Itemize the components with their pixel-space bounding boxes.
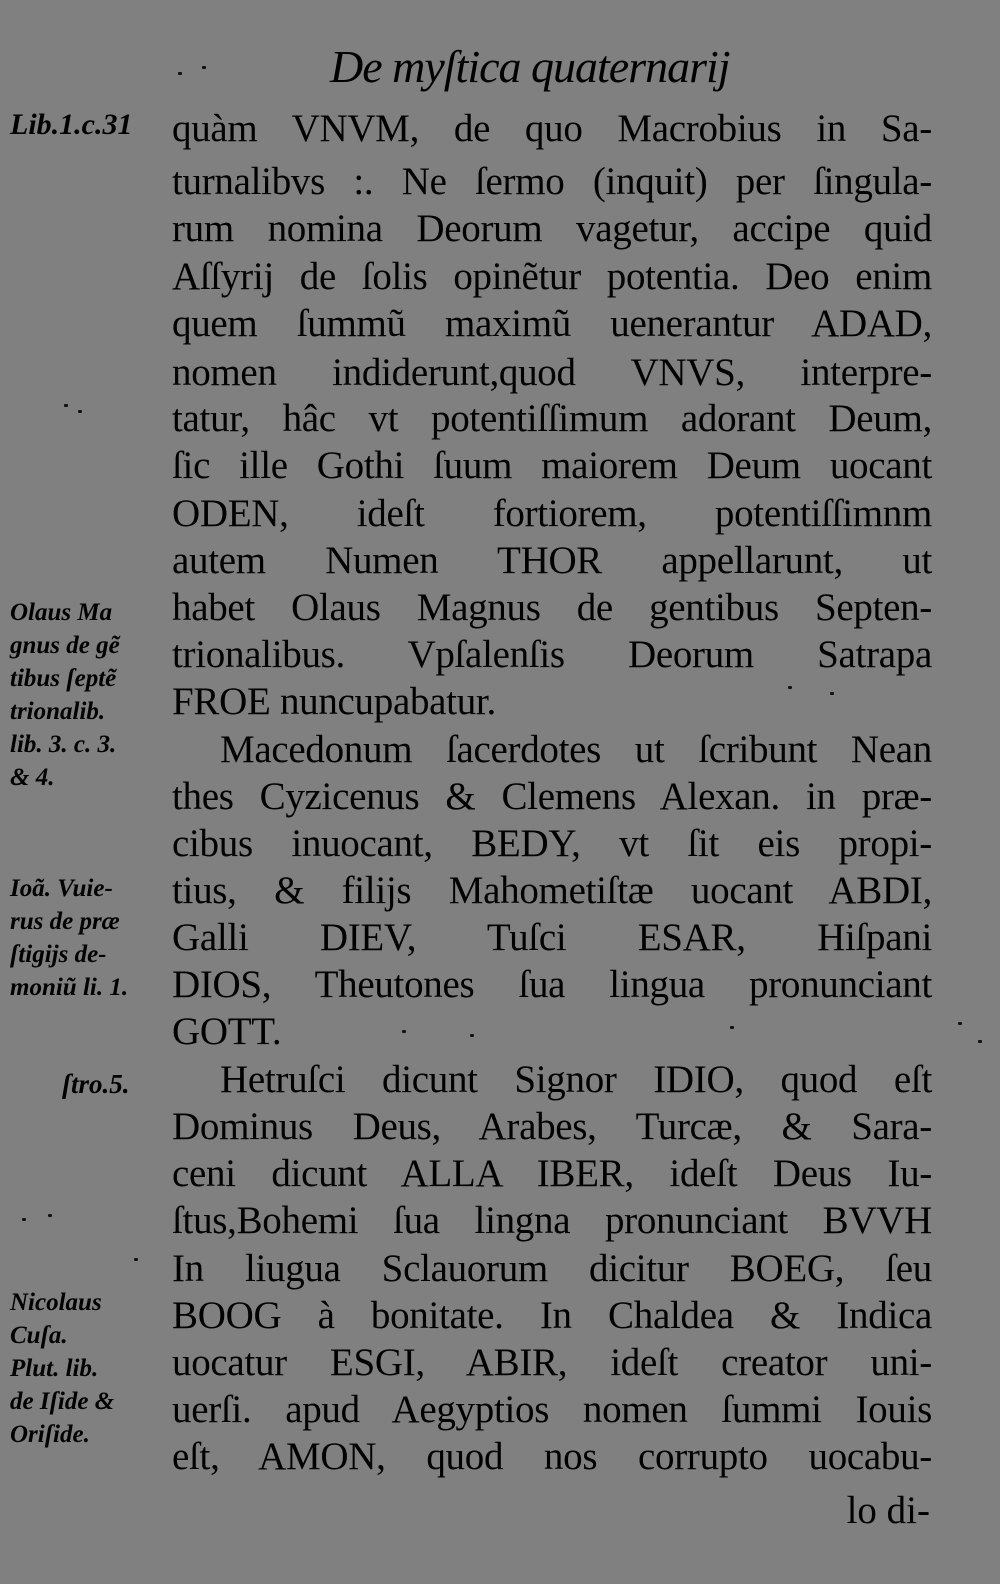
margin-note-line: ſtigijs de- — [10, 941, 107, 968]
scan-speck — [202, 66, 206, 69]
margin-note-line: Olaus Ma — [10, 599, 113, 626]
body-line: quàm VNVM, de quo Macrobius in Sa- — [172, 107, 932, 150]
body-line: ſtus,Bohemi ſua lingna pronunciant BVVH — [172, 1199, 932, 1242]
body-line: ceni dicunt ALLA IBER, ideſt Deus Iu- — [172, 1152, 932, 1195]
margin-note-line: Cuſa. — [10, 1322, 68, 1349]
body-line: cibus inuocant, BEDY, vt ſit eis propi- — [172, 822, 932, 865]
margin-note — [10, 872, 160, 1004]
scan-speck — [64, 404, 68, 407]
body-line: In liugua Sclauorum dicitur BOEG, ſeu — [172, 1247, 932, 1290]
scan-speck — [134, 1258, 138, 1261]
body-line: habet Olaus Magnus de gentibus Septen- — [172, 586, 932, 629]
margin-note-line: ſtro.5. — [62, 1069, 130, 1099]
margin-note-line: lib. 3. c. 3. — [10, 731, 117, 758]
body-line: tius, & filijs Mahometiſtæ uocant ABDI, — [172, 869, 932, 912]
body-line: FROE nuncupabatur. — [172, 680, 496, 723]
body-line: BOOG à bonitate. In Chaldea & Indica — [172, 1294, 932, 1337]
body-line: DIOS, Theutones ſua lingua pronunciant — [172, 963, 932, 1006]
margin-note-line: tibus ſeptẽ — [10, 665, 117, 692]
margin-note-line: Nicolaus — [10, 1289, 102, 1316]
scan-speck — [78, 410, 82, 413]
scan-speck — [22, 1218, 26, 1221]
scan-speck — [788, 686, 792, 689]
body-line: Macedonum ſacerdotes ut ſcribunt Nean — [220, 728, 932, 771]
scan-speck — [730, 1026, 734, 1029]
scan-speck — [830, 692, 834, 695]
body-line: ODEN, ideſt fortiorem, potentiſſimnm — [172, 492, 932, 535]
margin-note-line: & 4. — [10, 764, 55, 791]
scan-speck — [48, 1214, 52, 1217]
body-line: thes Cyzicenus & Clemens Alexan. in præ- — [172, 775, 932, 818]
body-line: Galli DIEV, Tuſci ESAR, Hiſpani — [172, 916, 932, 959]
margin-note — [10, 108, 160, 141]
body-line: autem Numen THOR appellarunt, ut — [172, 539, 932, 582]
body-line: uocatur ESGI, ABIR, ideſt creator uni- — [172, 1341, 932, 1384]
body-line: nomen indiderunt,quod VNVS, interpre- — [172, 351, 932, 394]
body-line: Hetruſci dicunt Signor IDIO, quod eſt — [220, 1058, 932, 1101]
margin-note-line: gnus de gẽ — [10, 632, 120, 659]
margin-note-line: Lib.1.c.31 — [10, 108, 133, 141]
body-line: quem ſummũ maximũ uenerantur ADAD, — [172, 302, 932, 345]
margin-note — [10, 596, 160, 794]
body-line: Dominus Deus, Arabes, Turcæ, & Sara- — [172, 1105, 932, 1148]
scan-speck — [978, 1040, 982, 1043]
margin-note-line: rus de præ — [10, 908, 120, 935]
scan-speck — [402, 1030, 406, 1033]
body-line: tatur, hâc vt potentiſſimum adorant Deum, — [172, 397, 932, 440]
body-line: ſic ille Gothi ſuum maiorem Deum uocant — [172, 444, 932, 487]
margin-note — [10, 1286, 160, 1451]
body-line: GOTT. — [172, 1010, 282, 1053]
margin-note-line: trionalib. — [10, 698, 106, 725]
body-line: uerſi. apud Aegyptios nomen ſummi Iouis — [172, 1388, 932, 1431]
body-line: turnalibvs :. Ne ſermo (inquit) per ſingula- — [172, 160, 932, 203]
body-line: rum nomina Deorum vagetur, accipe quid — [172, 207, 932, 250]
body-line: trionalibus. Vpſalenſis Deorum Satrapa — [172, 633, 932, 676]
margin-note — [62, 1068, 212, 1101]
body-line: eſt, AMON, quod nos corrupto uocabu- — [172, 1435, 932, 1478]
margin-note-line: Oriſide. — [10, 1421, 90, 1448]
margin-note-line: de Iſide & — [10, 1388, 115, 1415]
body-line: Aſſyrij de ſolis opinẽtur potentia. Deo enim — [172, 255, 932, 298]
margin-note-line: Plut. lib. — [10, 1355, 99, 1382]
catch-word: lo di- — [846, 1489, 930, 1532]
scan-speck — [470, 1034, 474, 1037]
margin-note-line: moniũ li. 1. — [10, 974, 129, 1001]
scan-speck — [178, 72, 182, 75]
margin-note-line: Ioã. Vuie- — [10, 875, 113, 902]
running-head: De myſtica quaternarij — [330, 41, 730, 92]
scan-speck — [958, 1022, 962, 1025]
